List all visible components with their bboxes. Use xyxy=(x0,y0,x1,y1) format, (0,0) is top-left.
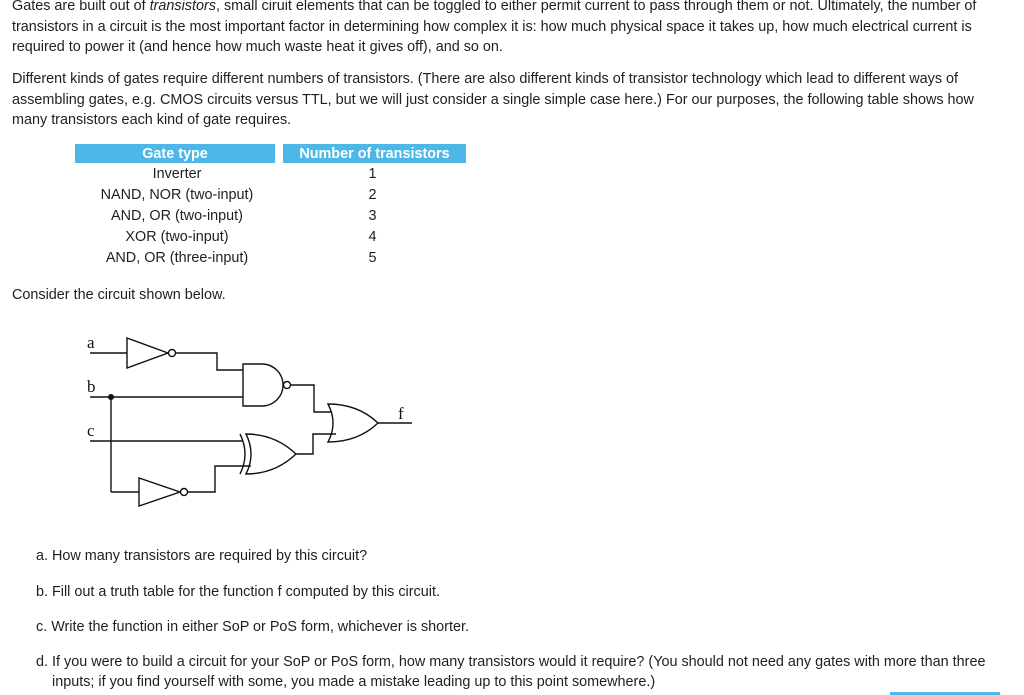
table-header-row xyxy=(75,144,466,163)
intro-paragraph-1 xyxy=(12,0,1012,58)
wire-not-a xyxy=(176,353,243,370)
table-row xyxy=(75,184,466,205)
transistors-term: transistors xyxy=(149,0,216,14)
question-c: c. Write the function in either SoP or PoS form, whichever is shorter. xyxy=(36,619,469,635)
transistor-count-cell: 5 xyxy=(368,249,377,266)
wire-nand-out xyxy=(291,385,332,412)
question-b: b. Fill out a truth table for the function f computed by this circuit. xyxy=(36,584,440,600)
inverter-a-bubble xyxy=(169,350,176,357)
intro-paragraph-2: Different kinds of gates require different numbers of transistors. (There are also different kinds of transistor technology which lead to different ways of assembling gates, e.g. CMOS circuits versus TTL, but we will just consider a single simple case here.) For our purposes, the following table shows how many transistors each kind of gate requires. xyxy=(12,71,974,128)
inverter-b xyxy=(139,478,180,506)
nand-gate xyxy=(243,364,283,406)
transistor-count-cell: 4 xyxy=(368,228,377,245)
label-f: f xyxy=(398,404,404,423)
question-a: a. How many transistors are required by this circuit? xyxy=(36,548,368,564)
or-gate xyxy=(328,404,378,442)
gate-type-cell: XOR (two-input) xyxy=(125,228,229,245)
table-row xyxy=(75,226,466,247)
intro-text-rest: , small ciruit elements that can be toggled to either permit current to pass through them or not. Ultimately, the number of transistors in a circuit is the most important factor in determining how complex it is: how much physical space it takes up, how much electrical current is required to power it (and hence how much waste heat it gives off), and so on. xyxy=(12,0,977,55)
junction-dot xyxy=(108,394,114,400)
label-a: a xyxy=(87,333,95,352)
header-gate-type: Gate type xyxy=(75,144,279,163)
transistor-count-table xyxy=(75,144,466,268)
table-row xyxy=(75,163,466,184)
inverter-a xyxy=(127,338,168,368)
gate-type-cell: NAND, NOR (two-input) xyxy=(100,186,254,203)
label-b: b xyxy=(87,377,96,396)
inverter-b-bubble xyxy=(181,489,188,496)
gate-type-cell: AND, OR (two-input) xyxy=(111,207,243,224)
transistor-count-cell: 1 xyxy=(368,165,377,182)
transistor-count-cell: 3 xyxy=(368,207,377,224)
xor-gate xyxy=(246,434,296,474)
intro-text-start: Gates are built out of xyxy=(12,0,150,14)
question-d: d. If you were to build a circuit for your SoP or PoS form, how many transistors would it require? (You should not need any gates with more than three inputs; if you find yourself with some, you made a mistake leading up to this point somewhere.) xyxy=(36,654,986,690)
table-row xyxy=(75,247,466,268)
header-transistor-count: Number of transistors xyxy=(279,144,466,163)
gate-type-cell: Inverter xyxy=(152,165,202,182)
consider-text: Consider the circuit shown below. xyxy=(12,287,226,303)
nand-gate-bubble xyxy=(284,382,291,389)
transistor-count-cell: 2 xyxy=(368,186,377,203)
xor-gate-back xyxy=(240,434,245,474)
table-row xyxy=(75,205,466,226)
gate-type-cell: AND, OR (three-input) xyxy=(105,249,249,266)
label-c: c xyxy=(87,421,95,440)
logic-circuit-diagram xyxy=(80,325,420,525)
